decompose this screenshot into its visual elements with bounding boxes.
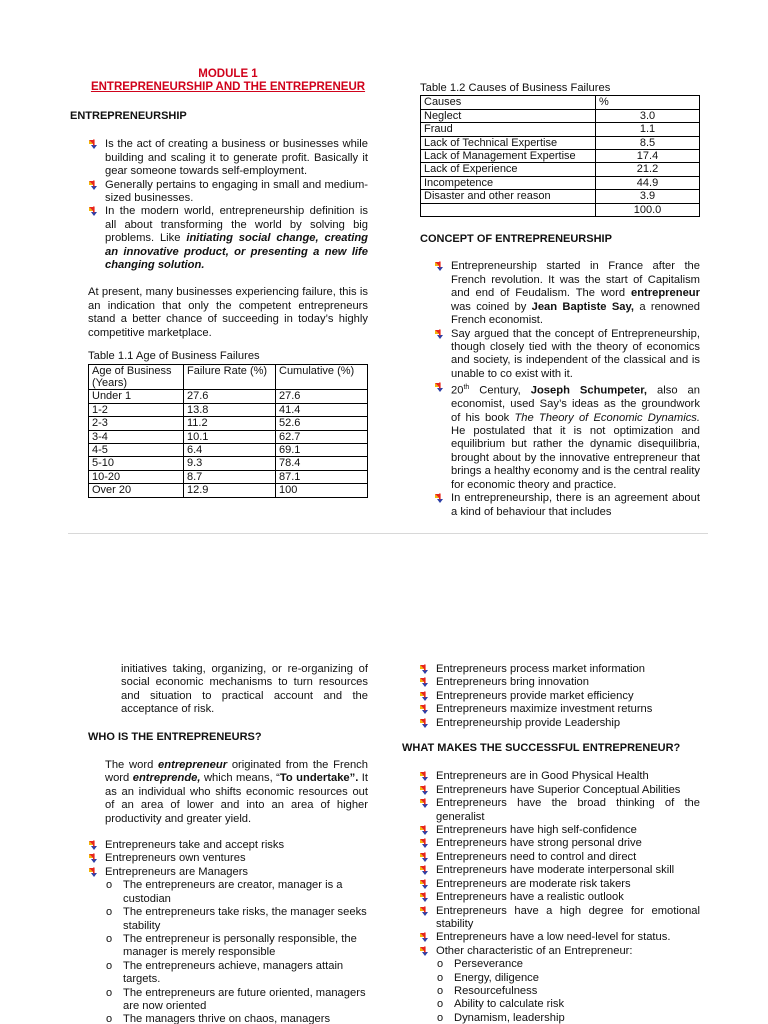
table-row: [89, 390, 368, 403]
list-item: o Energy, diligence: [436, 972, 700, 985]
left-column-top: [70, 68, 368, 498]
pushpin-bullet-icon: [88, 180, 99, 191]
table-header: Age of Business (Years): [89, 364, 184, 390]
table-cell: 69.1: [276, 443, 368, 456]
list-item: Entrepreneurs are moderate risk takers: [419, 878, 700, 891]
who-bullets: [88, 839, 368, 879]
table-header: %: [596, 96, 700, 109]
table-row: [421, 203, 700, 216]
list-item: o Dynamism, leadership: [436, 1012, 700, 1024]
list-item: Entrepreneurs have high self-confidence: [419, 824, 700, 837]
table-2-caption: Table 1.2 Causes of Business Failures: [420, 82, 611, 94]
list-item: Entrepreneurs maximize investment returns: [419, 703, 700, 716]
pushpin-bullet-icon: [434, 382, 445, 393]
table-cell: 21.2: [596, 163, 700, 176]
manager-comparison-list: [105, 879, 368, 1024]
table-header: Failure Rate (%): [184, 364, 276, 390]
list-item: Entrepreneurs bring innovation: [419, 676, 700, 689]
entrepreneurship-heading: ENTREPRENEURSHIP: [70, 110, 187, 122]
table-cell: 13.8: [184, 403, 276, 416]
pushpin-bullet-icon: [419, 691, 430, 702]
table-row: [89, 417, 368, 430]
pushpin-bullet-icon: [419, 718, 430, 729]
list-item: Other characteristic of an Entrepreneur:: [419, 945, 700, 958]
pushpin-bullet-icon: [88, 867, 99, 878]
table-cell: 52.6: [276, 417, 368, 430]
list-item: Entrepreneurs have Superior Conceptual Abilities: [419, 784, 700, 797]
continuation-paragraph: initiatives taking, organizing, or re-organizing of social economic mechanisms to turn resources and situation to practical account and the acceptance of risk.: [121, 663, 368, 716]
table-1-caption: Table 1.1 Age of Business Failures: [88, 350, 260, 363]
list-item: In the modern world, entrepreneurship definition is all about transforming the world by solving big problems. Like initiating social change, creating an innovative product, or presenting a new life changing solution.: [88, 205, 368, 272]
table-cell: Incompetence: [421, 176, 596, 189]
list-item: o The managers thrive on chaos, managers: [105, 1013, 368, 1024]
right-column-top: [420, 82, 700, 519]
list-item: Entrepreneurs own ventures: [88, 852, 368, 865]
list-item: Entrepreneurs take and accept risks: [88, 839, 368, 852]
list-item: o The entrepreneurs are future oriented, managers are now oriented: [105, 987, 368, 1014]
failure-paragraph: At present, many businesses experiencing failure, this is an indication that only the competent entrepreneurs stand a better chance of succeeding in today’s highly competitive marketplace.: [88, 286, 368, 339]
pushpin-bullet-icon: [88, 206, 99, 217]
list-item: Entrepreneurs provide market efficiency: [419, 690, 700, 703]
table-header: Causes: [421, 96, 596, 109]
table-cell: 8.5: [596, 136, 700, 149]
concept-bullets: [434, 260, 700, 518]
list-item: Say argued that the concept of Entrepreneurship, though closely tied with the theory of economics and society, is independent of the classical and is unable to co exist with it.: [434, 328, 700, 382]
table-cell: 1.1: [596, 123, 700, 136]
table-cell: Lack of Management Expertise: [421, 150, 596, 163]
pushpin-bullet-icon: [419, 704, 430, 715]
success-bullets: [419, 770, 700, 958]
table-cell: 9.3: [184, 457, 276, 470]
table-cell: 11.2: [184, 417, 276, 430]
list-item: Entrepreneurs have a high degree for emotional stability: [419, 905, 700, 932]
list-item: Entrepreneurs have strong personal drive: [419, 837, 700, 850]
table-cell: 78.4: [276, 457, 368, 470]
table-cell: 6.4: [184, 443, 276, 456]
table-row: [421, 136, 700, 149]
pushpin-bullet-icon: [419, 852, 430, 863]
pushpin-bullet-icon: [434, 493, 445, 504]
table-row: [421, 176, 700, 189]
table-cell: 1-2: [89, 403, 184, 416]
table-cell: 10.1: [184, 430, 276, 443]
list-item: o Ability to calculate risk: [436, 998, 700, 1011]
table-header-row: [89, 364, 368, 390]
list-item: Entrepreneurs have a low need-level for status.: [419, 931, 700, 944]
table-header: Cumulative (%): [276, 364, 368, 390]
pushpin-bullet-icon: [419, 892, 430, 903]
table-cell: [421, 203, 596, 216]
table-row: [421, 163, 700, 176]
pushpin-bullet-icon: [419, 798, 430, 809]
table-header-row: [421, 96, 700, 109]
table-cell: 3.9: [596, 190, 700, 203]
concept-heading: CONCEPT OF ENTREPRENEURSHIP: [420, 233, 612, 246]
module-label: MODULE 1: [198, 68, 258, 80]
pushpin-bullet-icon: [419, 946, 430, 957]
list-item: Entrepreneurs are in Good Physical Health: [419, 770, 700, 783]
list-item: 20th Century, Joseph Schumpeter, also an economist, used Say’s ideas as the groundwork of his book The Theory of Economic Dynamics. He postulated that it is not optimization and equilibrium but rather the dynamic disequilibria, brought about by the innovative entrepreneur that brings a healthy economy and is the central reality for economic theory and practice.: [434, 381, 700, 492]
list-item: Entrepreneurship provide Leadership: [419, 717, 700, 730]
list-item: Entrepreneurs have the broad thinking of the generalist: [419, 797, 700, 824]
table-row: [89, 484, 368, 497]
table-row: [421, 123, 700, 136]
list-item: o Resourcefulness: [436, 985, 700, 998]
entrepreneurship-bullets: [88, 138, 368, 272]
pushpin-bullet-icon: [419, 906, 430, 917]
list-item: Entrepreneurs have moderate interpersonal skill: [419, 864, 700, 877]
causes-of-business-failures-table: [420, 95, 700, 217]
table-cell: 17.4: [596, 150, 700, 163]
list-item: o The entrepreneurs take risks, the manager seeks stability: [105, 906, 368, 933]
list-item: o The entrepreneurs achieve, managers attain targets.: [105, 960, 368, 987]
table-cell: 4-5: [89, 443, 184, 456]
who-heading: WHO IS THE ENTREPRENEURS?: [88, 730, 262, 743]
pushpin-bullet-icon: [419, 932, 430, 943]
list-item: o The entrepreneur is personally responsible, the manager is merely responsible: [105, 933, 368, 960]
module-title: ENTREPRENEURSHIP AND THE ENTREPRENEUR: [90, 81, 366, 93]
table-cell: 41.4: [276, 403, 368, 416]
age-of-business-failures-table: [88, 364, 368, 498]
pushpin-bullet-icon: [419, 865, 430, 876]
table-cell: Fraud: [421, 123, 596, 136]
pushpin-bullet-icon: [419, 677, 430, 688]
list-item: Is the act of creating a business or businesses while building and scaling it to generate profit. Basically it gear someone towards self-employment.: [88, 138, 368, 178]
table-row: [89, 443, 368, 456]
page-divider: [68, 533, 708, 534]
list-item: Entrepreneurship started in France after the French revolution. It was the start of Capitalism and end of Feudalism. The word entrepreneur was coined by Jean Baptiste Say, a renowned French economist.: [434, 260, 700, 327]
table-row: [89, 457, 368, 470]
table-cell: 8.7: [184, 470, 276, 483]
table-cell: Lack of Experience: [421, 163, 596, 176]
table-cell: 3-4: [89, 430, 184, 443]
table-row: [89, 403, 368, 416]
table-cell: Lack of Technical Expertise: [421, 136, 596, 149]
who-paragraph: The word entrepreneur originated from the French word entreprende, which means, “To undertake”. It as an individual who shifts economic resources out of an area of lower and into an area of higher productivity and greater yield.: [105, 759, 369, 825]
table-cell: Under 1: [89, 390, 184, 403]
table-row: [421, 190, 700, 203]
pushpin-bullet-icon: [419, 664, 430, 675]
list-item: Entrepreneurs have a realistic outlook: [419, 891, 700, 904]
pushpin-bullet-icon: [419, 785, 430, 796]
entrepreneur-role-bullets: [419, 663, 700, 730]
table-cell: 87.1: [276, 470, 368, 483]
table-cell: 12.9: [184, 484, 276, 497]
pushpin-bullet-icon: [419, 879, 430, 890]
pushpin-bullet-icon: [419, 825, 430, 836]
list-item: Entrepreneurs are Managers: [88, 866, 368, 879]
table-cell: 100: [276, 484, 368, 497]
list-item: Entrepreneurs process market information: [419, 663, 700, 676]
pushpin-bullet-icon: [419, 771, 430, 782]
list-item: In entrepreneurship, there is an agreement about a kind of behaviour that includes: [434, 492, 700, 519]
list-item: o The entrepreneurs are creator, manager is a custodian: [105, 879, 368, 906]
pushpin-bullet-icon: [419, 838, 430, 849]
other-characteristics-list: [436, 958, 700, 1024]
table-cell: 27.6: [184, 390, 276, 403]
pushpin-bullet-icon: [434, 329, 445, 340]
success-heading: WHAT MAKES THE SUCCESSFUL ENTREPRENEUR?: [402, 742, 681, 755]
list-item: o Perseverance: [436, 958, 700, 971]
table-cell: 10-20: [89, 470, 184, 483]
table-row: [421, 109, 700, 122]
pushpin-bullet-icon: [88, 840, 99, 851]
right-column-bottom: [402, 663, 700, 1024]
pushpin-bullet-icon: [88, 139, 99, 150]
table-cell: Disaster and other reason: [421, 190, 596, 203]
table-cell: 44.9: [596, 176, 700, 189]
table-cell: 5-10: [89, 457, 184, 470]
table-total-cell: 100.0: [596, 203, 700, 216]
left-column-bottom: [88, 663, 368, 1024]
list-item: Entrepreneurs need to control and direct: [419, 851, 700, 864]
pushpin-bullet-icon: [434, 261, 445, 272]
table-cell: 27.6: [276, 390, 368, 403]
table-cell: 62.7: [276, 430, 368, 443]
table-row: [421, 150, 700, 163]
table-cell: Over 20: [89, 484, 184, 497]
table-cell: Neglect: [421, 109, 596, 122]
table-row: [89, 470, 368, 483]
pushpin-bullet-icon: [88, 853, 99, 864]
table-cell: 2-3: [89, 417, 184, 430]
table-row: [89, 430, 368, 443]
table-cell: 3.0: [596, 109, 700, 122]
list-item: Generally pertains to engaging in small and medium-sized businesses.: [88, 179, 368, 206]
